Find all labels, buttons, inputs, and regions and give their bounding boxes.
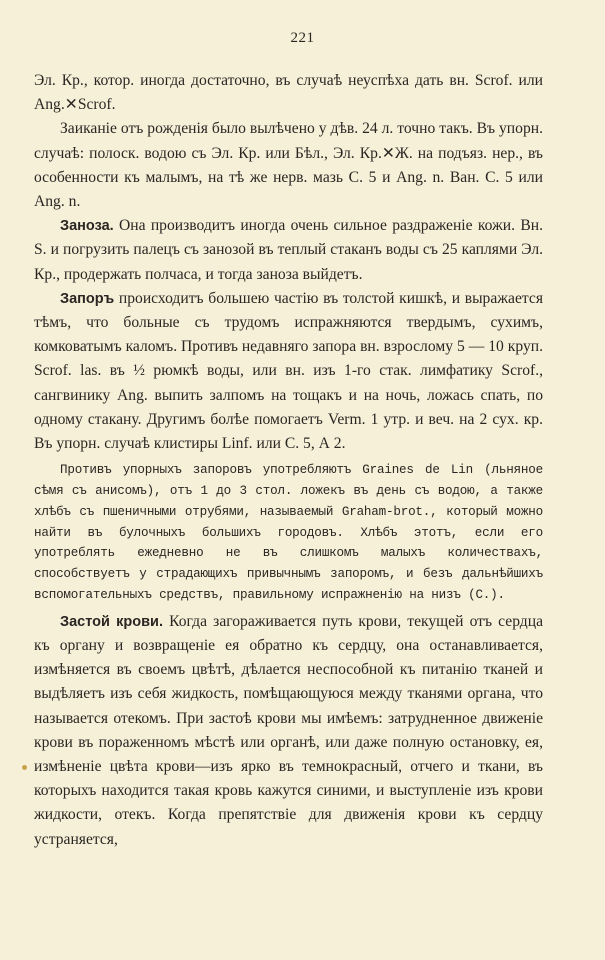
entry-constipation	[34, 287, 543, 456]
entry-term: Запоръ	[60, 290, 115, 307]
note-text: Противъ упорныхъ запоровъ употребляютъ Graines de Lin (льняное сѣмя съ анисомъ), отъ 1 до 3 стол. ложекъ въ день съ водою, а также хлѣбъ съ пшеничными отрубями, называемый Graham-brot., который можно найти въ булочныхъ большихъ городовъ. Хлѣбъ этотъ, если его употреблять ежедневно не въ слишкомъ малыхъ количествахъ, способствуетъ у страдающихъ привычнымъ запоромъ, и безъ дальнѣйшихъ вспомогательныхъ средствъ, правильному испражненію на низъ (С.).	[34, 463, 543, 603]
entry-term: Застой крови.	[60, 613, 163, 630]
entry-text: Она производитъ иногда очень сильное раздраженіе кожи. Вн. S. и погрузить палецъ съ занозой въ теплый стаканъ воды съ 25 каплями Эл. Кр., продержать полчаса, и тогда заноза выйдетъ.	[34, 217, 543, 283]
paragraph-text: Заиканіе отъ рожденія было вылѣчено у дѣв. 24 л. точно такъ. Въ упорн. случаѣ: полоск. водою съ Эл. Кр. или Бѣл., Эл. Кр.✕Ж. на подъяз. нер., въ особенности къ малымъ, на тѣ же нерв. мазь С. 5 и Ang. n. Ван. С. 5 или Ang. n.	[34, 120, 543, 211]
note-small-print	[34, 460, 543, 606]
entry-splinter	[34, 214, 543, 287]
page-number: 221	[290, 30, 315, 46]
entry-blood-stasis	[34, 610, 543, 852]
entry-text: происходитъ большею частію въ толстой кишкѣ, и выражается тѣмъ, что больные съ трудомъ испражняются твердымъ, сухимъ, комковатымъ каломъ. Противъ недавняго запора вн. взрослому 5 — 10 круп. Scrof. las. въ ½ рюмкѣ воды, или вн. изъ 1-го стак. лимфатику Scrof., сангвинику Ang. выпить залпомъ на тощакъ и на ночь, ложась спать, по одному стакану. Другимъ болѣе помогаетъ Verm. 1 утр. и веч. на 2 сух. кр. Въ упорн. случаѣ клистиры Linf. или С. 5, А 2.	[34, 289, 543, 453]
paragraph-continuation	[34, 69, 543, 117]
paragraph-text: Эл. Кр., котор. иногда достаточно, въ случаѣ неуспѣха дать вн. Scrof. или Ang.✕Scrof.	[34, 72, 543, 114]
entry-text: Когда загораживается путь крови, текущей отъ сердца къ органу и возвращеніе ея обратно къ сердцу, она останавливается, измѣняется въ своемъ цвѣтѣ, дѣлается неспособной къ питанію тканей и выдѣляетъ изъ себя жидкость, помѣщающуюся между тканями органа, что называется отекомъ. При застоѣ крови мы имѣемъ: затрудненное движеніе крови въ пораженномъ мѣстѣ или органѣ, или даже полную остановку, ея, измѣненіе цвѣта крови—изъ ярко въ темнокрасный, отчего и ткани, въ которыхъ находится такая кровь кажутся синими, и выступленіе изъ крови жидкости, отекъ. Когда препятствіе для движенія крови къ сердцу устраняется,	[34, 612, 544, 848]
paragraph-stuttering	[34, 117, 543, 214]
entry-term: Заноза.	[60, 218, 114, 235]
ink-spot	[22, 765, 27, 770]
